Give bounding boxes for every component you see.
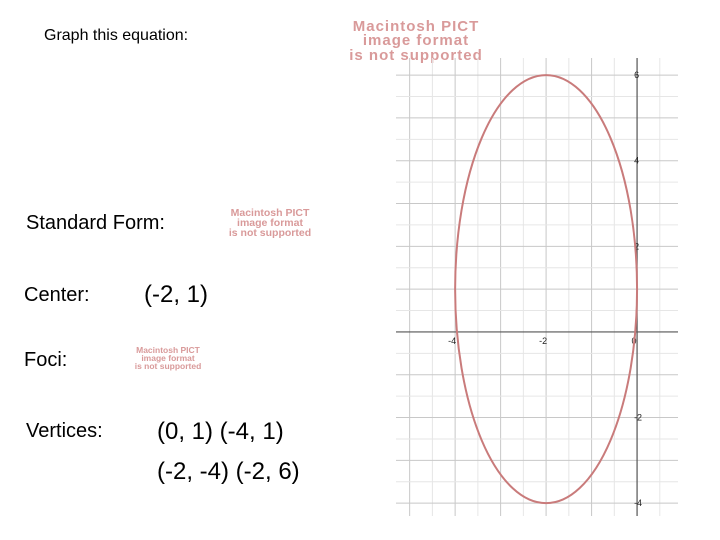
placeholder-line: image format [141, 353, 195, 364]
y-tick-label: 2 [634, 241, 640, 252]
y-tick-label: 4 [634, 155, 640, 166]
vertices-label: Vertices: [26, 420, 103, 442]
placeholder-line: Macintosh PICT [136, 345, 200, 355]
foci-label: Foci: [24, 349, 68, 371]
ellipse-graph [396, 58, 678, 516]
placeholder-line: image format [362, 32, 470, 50]
foci-placeholder-image [113, 346, 223, 370]
x-tick-label: -2 [539, 335, 548, 346]
y-tick-label: -4 [634, 498, 643, 509]
placeholder-line: Macintosh PICT [230, 207, 310, 219]
center-value: (-2, 1) [144, 281, 209, 308]
equation-placeholder-image [278, 20, 554, 63]
y-tick-label: 6 [634, 70, 640, 81]
vertices-values-line2: (-2, -4) (-2, 6) [157, 458, 300, 485]
placeholder-line: Macintosh PICT [352, 18, 480, 35]
x-tick-label: 0 [631, 335, 637, 346]
center-label: Center: [24, 284, 90, 306]
standard-form-placeholder-image [192, 209, 348, 239]
graph-prompt: Graph this equation: [44, 27, 189, 44]
placeholder-line: is not supported [349, 46, 483, 64]
y-tick-label: -2 [634, 412, 643, 423]
vertices-values-line1: (0, 1) (-4, 1) [157, 418, 284, 445]
placeholder-line: image format [237, 216, 303, 229]
x-tick-label: -4 [448, 335, 457, 346]
standard-form-label: Standard Form: [26, 212, 165, 234]
placeholder-line: is not supported [134, 361, 202, 372]
placeholder-line: is not supported [228, 226, 312, 239]
